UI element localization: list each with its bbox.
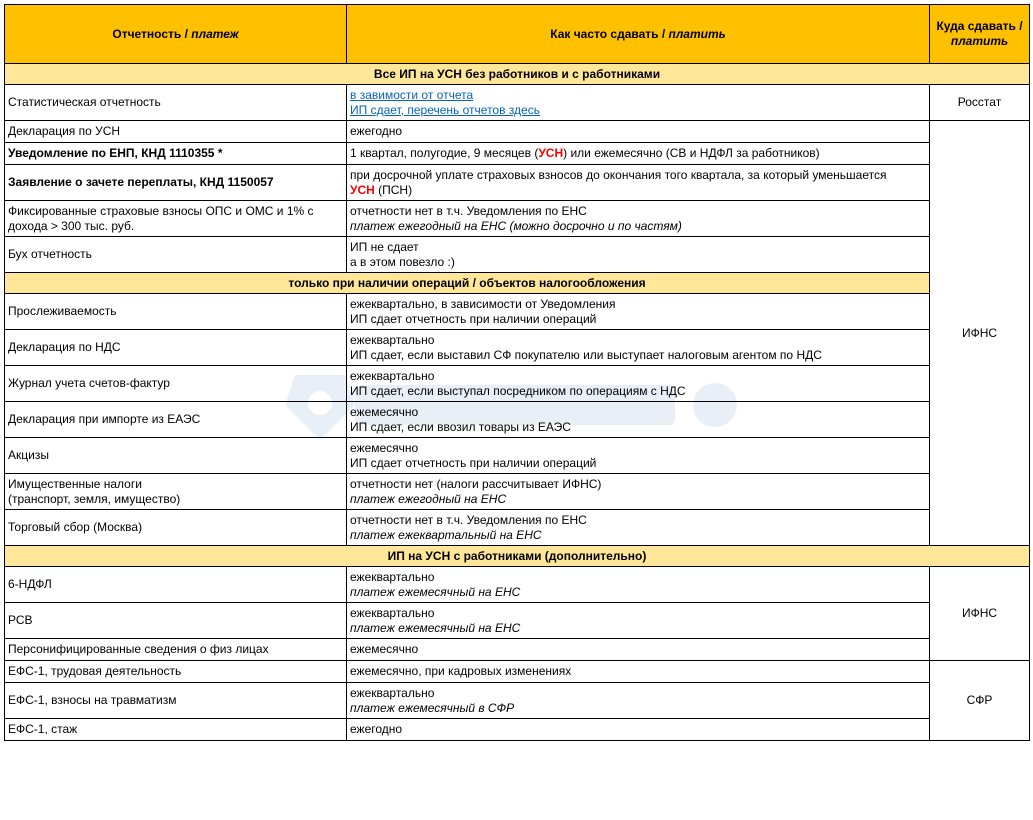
row-notice-name: Уведомление по ЕНП, КНД 1110355 * [5, 143, 347, 165]
row-import-name: Декларация при импорте из ЕАЭС [5, 402, 347, 438]
row-efs-injury-name: ЕФС-1, взносы на травматизм [5, 683, 347, 719]
table-row: Бух отчетность ИП не сдает а в этом повезло :) [5, 237, 1030, 273]
row-efs-labor-name: ЕФС-1, трудовая деятельность [5, 661, 347, 683]
table-row: Торговый сбор (Москва) отчетности нет в т.ч. Уведомления по ЕНС платеж ежеквартальный на ЕНС [5, 510, 1030, 546]
table-row: ЕФС-1, взносы на травматизм ежеквартально платеж ежемесячный в СФР [5, 683, 1030, 719]
row-ndfl6-name: 6-НДФЛ [5, 567, 347, 603]
row-efs-stazh-freq: ежегодно [347, 719, 930, 741]
dest-ifns-main: ИФНС [930, 121, 1030, 546]
row-efs-stazh-name: ЕФС-1, стаж [5, 719, 347, 741]
row-overpay-name: Заявление о зачете переплаты, КНД 1150057 [5, 165, 347, 201]
row-rsv-name: РСВ [5, 603, 347, 639]
row-efs-labor-freq: ежемесячно, при кадровых изменениях [347, 661, 930, 683]
table-row [5, 85, 1030, 121]
col-header-frequency: Как часто сдавать / платить [347, 5, 930, 64]
table-row: Прослеживаемость ежеквартально, в зависимости от Уведомления ИП сдает отчетность при наличии операций [5, 294, 1030, 330]
row-trade-name: Торговый сбор (Москва) [5, 510, 347, 546]
section-all-ip: Все ИП на УСН без работников и с работниками [5, 64, 1030, 85]
row-pers-freq: ежемесячно [347, 639, 930, 661]
section-ops-only: только при наличии операций / объектов налогообложения [5, 273, 930, 294]
table-row [5, 661, 1030, 683]
link-reports-list[interactable]: ИП сдает, перечень отчетов здесь [350, 102, 540, 117]
table-row: 6-НДФЛ ежеквартально платеж ежемесячный на ЕНС ИФНС [5, 567, 1030, 603]
table-row: Журнал учета счетов-фактур ежеквартально ИП сдает, если выступал посредником по операциям с НДС [5, 366, 1030, 402]
dest-ifns-employees: ИФНС [930, 567, 1030, 661]
col-header-destination: Куда сдавать / платить [930, 5, 1030, 64]
row-decl-usn-freq: ежегодно [347, 121, 930, 143]
table-row: Имущественные налоги (транспорт, земля, имущество) отчетности нет (налоги рассчитывает ИФНС) платеж ежегодный на ЕНС [5, 474, 1030, 510]
table-row: Декларация при импорте из ЕАЭС ежемесячно ИП сдает, если ввозил товары из ЕАЭС [5, 402, 1030, 438]
row-nds-name: Декларация по НДС [5, 330, 347, 366]
header-row [5, 5, 1030, 64]
link-depends-on-report[interactable]: в завимости от отчета [350, 87, 474, 102]
row-decl-usn-name: Декларация по УСН [5, 121, 347, 143]
row-pers-name: Персонифицированные сведения о физ лицах [5, 639, 347, 661]
row-buh-name: Бух отчетность [5, 237, 347, 273]
row-stat-name: Статистическая отчетность [5, 85, 347, 121]
table-row [5, 121, 1030, 143]
section-employees: ИП на УСН с работниками (дополнительно) [5, 546, 1030, 567]
dest-rosstat: Росстат [930, 85, 1030, 121]
table-row: Фиксированные страховые взносы ОПС и ОМС и 1% с дохода > 300 тыс. руб. отчетности нет в т.ч. Уведомления по ЕНС платеж ежегодный на ЕНС (можно досрочно и по частям) [5, 201, 1030, 237]
row-excise-name: Акцизы [5, 438, 347, 474]
table-row: Заявление о зачете переплаты, КНД 1150057 при досрочной уплате страховых взносов до окончания того квартала, за который уменьшается УСН (ПСН) [5, 165, 1030, 201]
col-header-report: Отчетность / платеж [5, 5, 347, 64]
table-row: Уведомление по ЕНП, КНД 1110355 * 1 квартал, полугодие, 9 месяцев (УСН) или ежемесячно (СВ и НДФЛ за работников) [5, 143, 1030, 165]
row-property-name: Имущественные налоги [8, 476, 142, 491]
row-journal-name: Журнал учета счетов-фактур [5, 366, 347, 402]
table-row: Декларация по НДС ежеквартально ИП сдает, если выставил СФ покупателю или выступает налоговым агентом по НДС [5, 330, 1030, 366]
dest-sfr: СФР [930, 661, 1030, 741]
table-row: Акцизы ежемесячно ИП сдает отчетность при наличии операций [5, 438, 1030, 474]
reporting-table [4, 4, 1030, 741]
table-row [5, 719, 1030, 741]
row-trace-name: Прослеживаемость [5, 294, 347, 330]
row-fixed-name: Фиксированные страховые взносы ОПС и ОМС и 1% с дохода > 300 тыс. руб. [5, 201, 347, 237]
table-row: РСВ ежеквартально платеж ежемесячный на ЕНС [5, 603, 1030, 639]
table-row [5, 639, 1030, 661]
